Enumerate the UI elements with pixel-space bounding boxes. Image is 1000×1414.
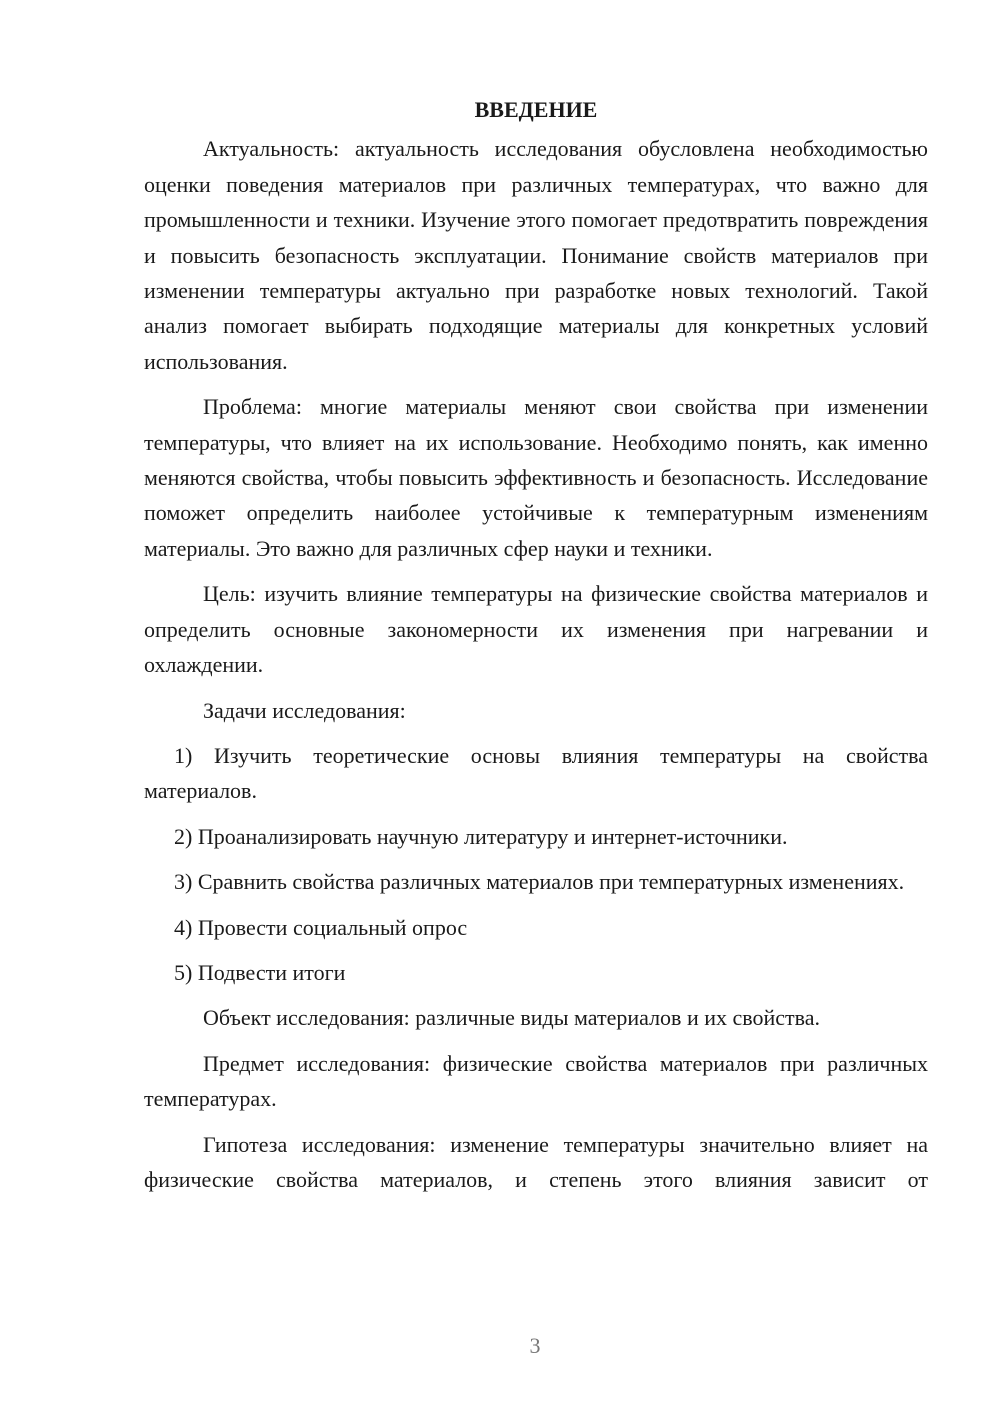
tasks-heading: Задачи исследования: bbox=[203, 697, 406, 723]
section-title: ВВЕДЕНИЕ bbox=[474, 97, 598, 122]
paragraph-object: Объект исследования: различные виды материалов и их свойства. bbox=[203, 1005, 821, 1031]
task-item-1: 1) Изучить теоретические основы влияния температуры на свойства материалов. bbox=[144, 742, 928, 804]
page-number: 3 bbox=[529, 1333, 541, 1358]
task-item-3: 3) Сравнить свойства различных материалов при температурных изменениях. bbox=[174, 869, 905, 895]
paragraph-goal: Цель: изучить влияние температуры на физические свойства материалов и определить основные закономерности их изменения при нагревании и охлаждении. bbox=[144, 581, 928, 678]
task-item-4: 4) Провести социальный опрос bbox=[174, 914, 468, 940]
page-content bbox=[144, 92, 928, 1197]
paragraph-problem: Проблема: многие материалы меняют свои свойства при изменении температуры, что влияет на их использование. Необходимо понять, как именно меняются свойства, чтобы повысить эффективность и безопасность. Исследование поможет определить наиболее устойчивые к температурным изменениям материалы. Это важно для различных сфер науки и техники. bbox=[144, 394, 928, 561]
paragraph-relevance: Актуальность: актуальность исследования обусловлена необходимостью оценки поведения материалов при различных температурах, что важно для промышленности и техники. Изучение этого помогает предотвратить повреждения и повысить безопасность эксплуатации. Понимание свойств материалов при изменении температуры актуально при разработке новых технологий. Такой анализ помогает выбирать подходящие материалы для конкретных условий использования. bbox=[144, 136, 928, 374]
paragraph-hypothesis: Гипотеза исследования: изменение температуры значительно влияет на физические свойства материалов, и степень этого влияния зависит от bbox=[144, 1131, 928, 1192]
paragraph-subject: Предмет исследования: физические свойства материалов при различных температурах. bbox=[144, 1050, 928, 1112]
task-item-2: 2) Проанализировать научную литературу и интернет-источники. bbox=[174, 823, 788, 849]
task-item-5: 5) Подвести итоги bbox=[174, 959, 346, 985]
